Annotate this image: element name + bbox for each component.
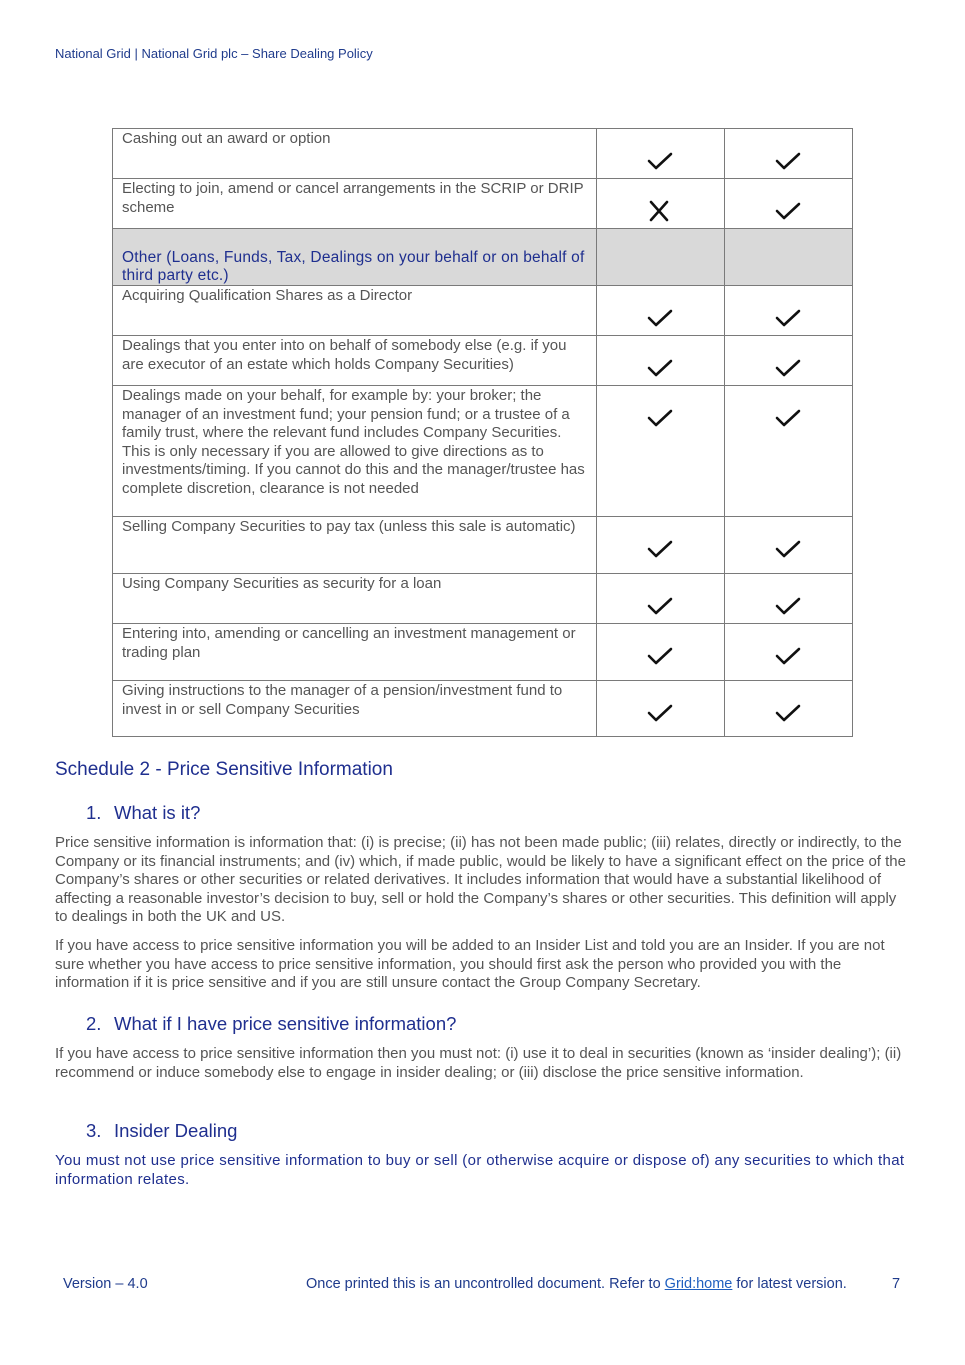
check-icon [775, 407, 801, 429]
footer-version: Version – 4.0 [63, 1276, 148, 1292]
section-heading-2: 2. What if I have price sensitive information? [86, 1013, 457, 1034]
check-icon [647, 307, 673, 329]
clearance-cell-1 [596, 624, 724, 681]
gridhome-link[interactable]: Grid:home [664, 1276, 733, 1292]
table-row [113, 624, 853, 681]
clearance-cell-2 [724, 574, 852, 624]
dealing-description: Giving instructions to the manager of a pension/investment fund to invest in or sell Company Securities [113, 681, 597, 737]
table-section-row [113, 229, 853, 286]
clearance-cell-2 [724, 336, 852, 386]
clearance-cell-1 [596, 286, 724, 336]
paragraph-definition: Price sensitive information is information that: (i) is precise; (ii) has not been made public; (iii) relates, directly or indirectly, to the Company or its financial instruments; and (iv) which, if made public, would be likely to have a significant effect on the price of the Company’s shares or other securities or related derivatives. It includes information that would have a substantial likelihood of affecting a reasonable investor’s decision to buy, sell or hold the Company’s shares or other securities. This definition will apply to dealings in both the UK and US. [55, 834, 906, 926]
dealing-description: Entering into, amending or cancelling an investment management or trading plan [113, 624, 597, 681]
check-icon [775, 307, 801, 329]
check-icon [775, 595, 801, 617]
check-icon [647, 645, 673, 667]
document-header: National Grid | National Grid plc – Share Dealing Policy [55, 46, 373, 61]
clearance-cell-2 [724, 624, 852, 681]
check-icon [647, 150, 673, 172]
dealing-clearance-table [112, 128, 853, 737]
check-icon [647, 538, 673, 560]
clearance-cell-2 [724, 129, 852, 179]
paragraph-insider-list: If you have access to price sensitive information you will be added to an Insider List and told you are an Insider. If you are not sure whether you have access to price sensitive information, you should first ask the person who provided you with the information if it is price sensitive and if you are still unsure contact the Group Company Secretary. [55, 937, 885, 992]
clearance-cell-2 [724, 179, 852, 229]
footer-notice: Once printed this is an uncontrolled document. Refer to Grid:home for latest version. [306, 1276, 847, 1292]
dealing-description: Using Company Securities as security for a loan [113, 574, 597, 624]
section-heading-3: 3. Insider Dealing [86, 1120, 238, 1141]
clearance-cell-1 [596, 129, 724, 179]
paragraph-insider-dealing: You must not use price sensitive information to buy or sell (or otherwise acquire or dispose of) any securities to which that information relates. [55, 1152, 905, 1188]
dealing-description: Cashing out an award or option [113, 129, 597, 179]
clearance-cell-2 [724, 286, 852, 336]
section-heading-1: 1. What is it? [86, 802, 201, 823]
clearance-cell-2 [724, 681, 852, 737]
clearance-cell-1 [596, 336, 724, 386]
check-icon [775, 538, 801, 560]
table-row [113, 386, 853, 517]
clearance-cell-1 [596, 229, 724, 286]
table-row [113, 681, 853, 737]
check-icon [775, 645, 801, 667]
clearance-cell-1 [596, 386, 724, 517]
clearance-cell-2 [724, 229, 852, 286]
check-icon [775, 702, 801, 724]
dealing-description: Acquiring Qualification Shares as a Director [113, 286, 597, 336]
check-icon [775, 150, 801, 172]
table-row [113, 179, 853, 229]
clearance-cell-1 [596, 681, 724, 737]
check-icon [647, 357, 673, 379]
page-number: 7 [892, 1276, 901, 1292]
table-row [113, 286, 853, 336]
dealing-description: Dealings made on your behalf, for example by: your broker; the manager of an investment fund; your pension fund; or a trustee of a family trust, where the relevant fund includes Company Securities. This is only necessary if you are allowed to give directions as to investments/timing. If you cannot do this and the manager/trustee has complete discretion, clearance is not needed [113, 386, 597, 517]
check-icon [647, 595, 673, 617]
clearance-cell-2 [724, 386, 852, 517]
table-row [113, 336, 853, 386]
table-row [113, 574, 853, 624]
check-icon [647, 407, 673, 429]
table-row [113, 129, 853, 179]
section-label: Other (Loans, Funds, Tax, Dealings on your behalf or on behalf of third party etc.) [113, 229, 597, 286]
schedule-title: Schedule 2 - Price Sensitive Information [55, 759, 393, 780]
table-row [113, 517, 853, 574]
clearance-cell-1 [596, 517, 724, 574]
dealing-description: Selling Company Securities to pay tax (unless this sale is automatic) [113, 517, 597, 574]
dealing-description: Dealings that you enter into on behalf of somebody else (e.g. if you are executor of an estate which holds Company Securities) [113, 336, 597, 386]
check-icon [647, 702, 673, 724]
check-icon [775, 200, 801, 222]
paragraph-must-not: If you have access to price sensitive information then you must not: (i) use it to deal in securities (known as ‘insider dealing’); (ii) recommend or induce somebody else to engage in insider dealing; or (iii) disclose the price sensitive information. [55, 1045, 902, 1081]
clearance-cell-1 [596, 179, 724, 229]
clearance-cell-1 [596, 574, 724, 624]
clearance-cell-2 [724, 517, 852, 574]
check-icon [775, 357, 801, 379]
dealing-description: Electing to join, amend or cancel arrangements in the SCRIP or DRIP scheme [113, 179, 597, 229]
cross-icon [647, 200, 673, 222]
